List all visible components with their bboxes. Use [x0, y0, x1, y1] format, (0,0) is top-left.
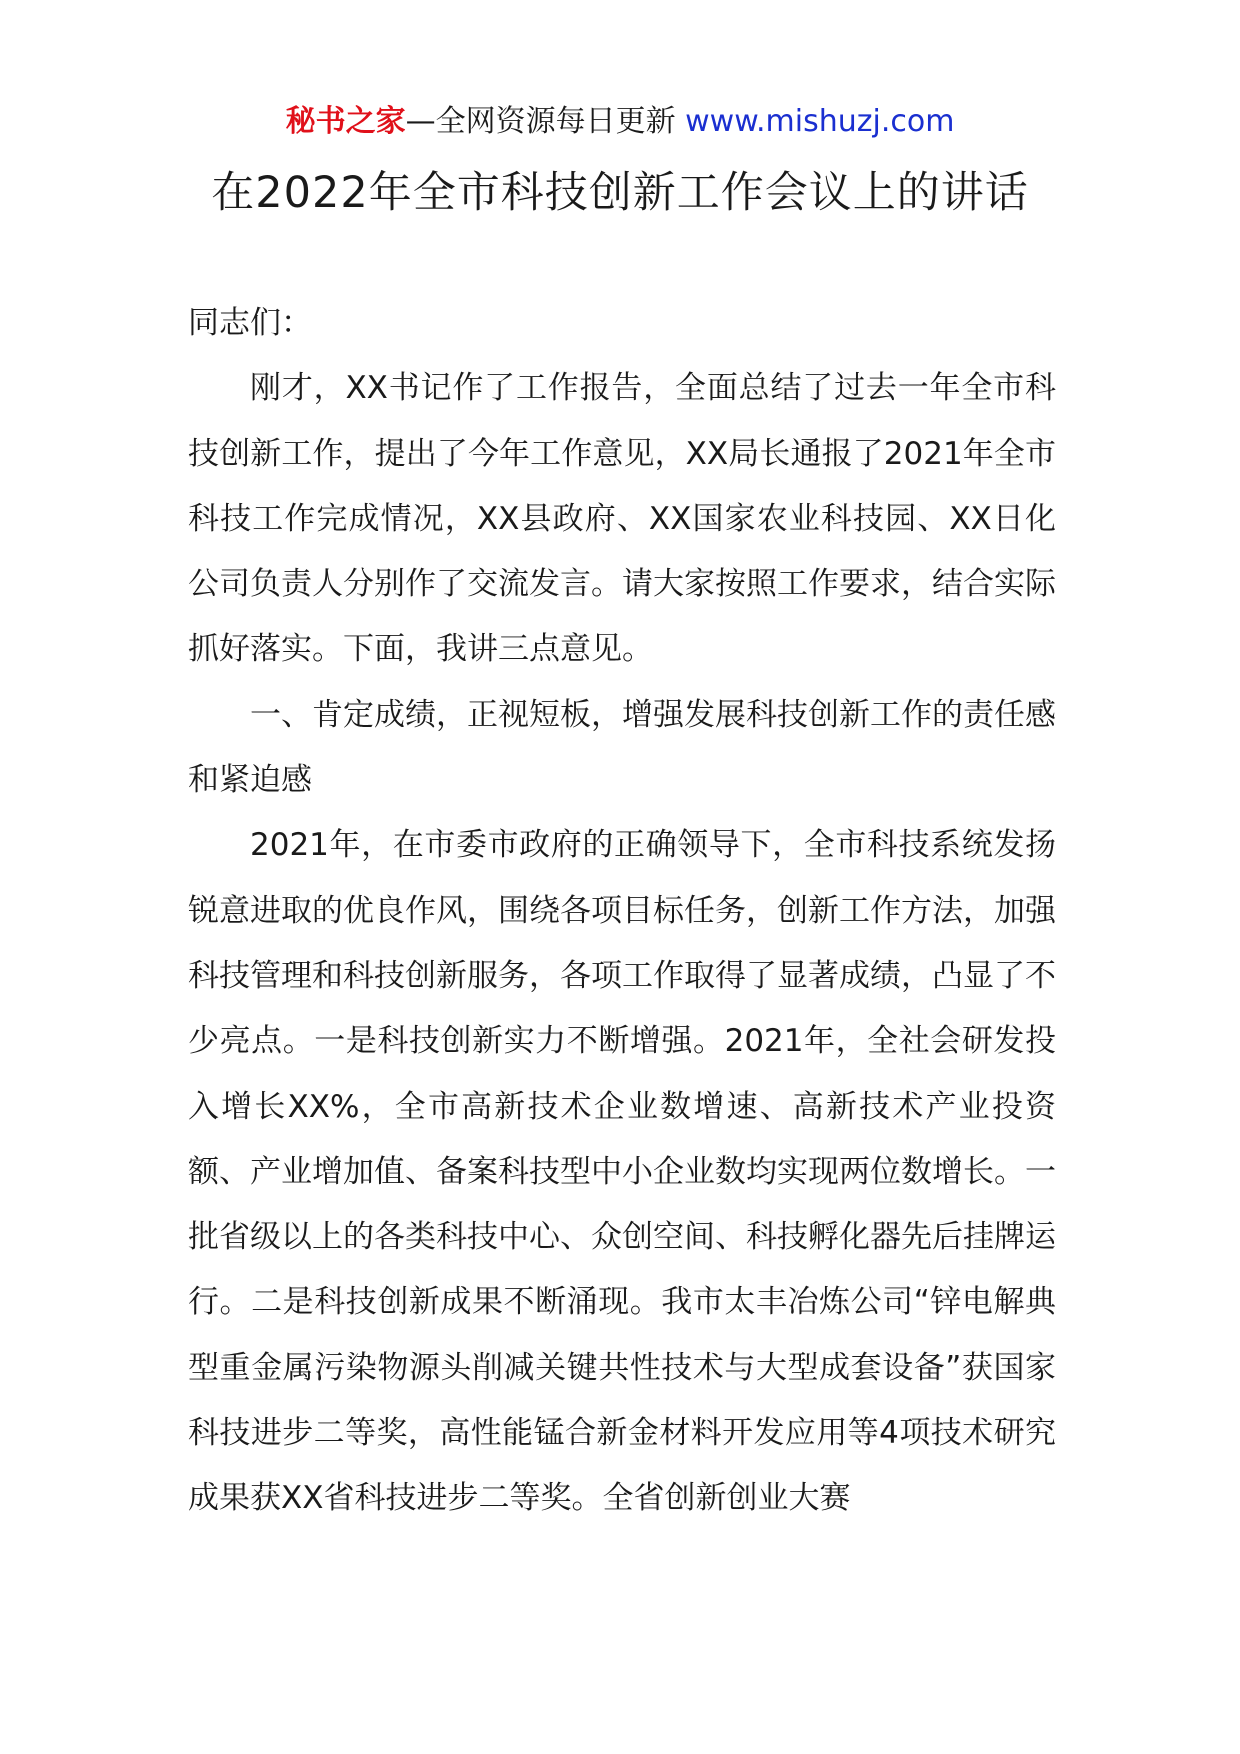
- paragraph-intro: 刚才，XX书记作了工作报告，全面总结了过去一年全市科技创新工作，提出了今年工作意见，XX局长通报了2021年全市科技工作完成情况，XX县政府、XX国家农业科技园、XX日化公司负责人分别作了交流发言。请大家按照工作要求，结合实际抓好落实。下面，我讲三点意见。: [188, 370, 1056, 668]
- site-url-link[interactable]: www.mishuzj.com: [685, 104, 955, 139]
- document-title: 在2022年全市科技创新工作会议上的讲话: [211, 168, 1029, 218]
- header-tagline: —全网资源每日更新: [405, 104, 676, 139]
- document-body: [188, 291, 1056, 1532]
- brand-name: 秘书之家: [285, 104, 406, 139]
- site-header: [0, 100, 1240, 144]
- section-heading-1: 一、肯定成绩，正视短板，增强发展科技创新工作的责任感和紧迫感: [188, 696, 1056, 799]
- salutation: 同志们：: [188, 305, 312, 341]
- paragraph-achievements: 2021年，在市委市政府的正确领导下，全市科技系统发扬锐意进取的优良作风，围绕各项目标任务，创新工作方法，加强科技管理和科技创新服务，各项工作取得了显著成绩，凸显了不少亮点。一是科技创新实力不断增强。2021年，全社会研发投入增长XX%，全市高新技术企业数增速、高新技术产业投资额、产业增加值、备案科技型中小企业数均实现两位数增长。一批省级以上的各类科技中心、众创空间、科技孵化器先后挂牌运行。二是科技创新成果不断涌现。我市太丰冶炼公司“锌电解典型重金属污染物源头削减关键共性技术与大型成套设备”获国家科技进步二等奖，高性能锰合新金材料开发应用等4项技术研究成果获XX省科技进步二等奖。全省创新创业大赛: [188, 827, 1056, 1517]
